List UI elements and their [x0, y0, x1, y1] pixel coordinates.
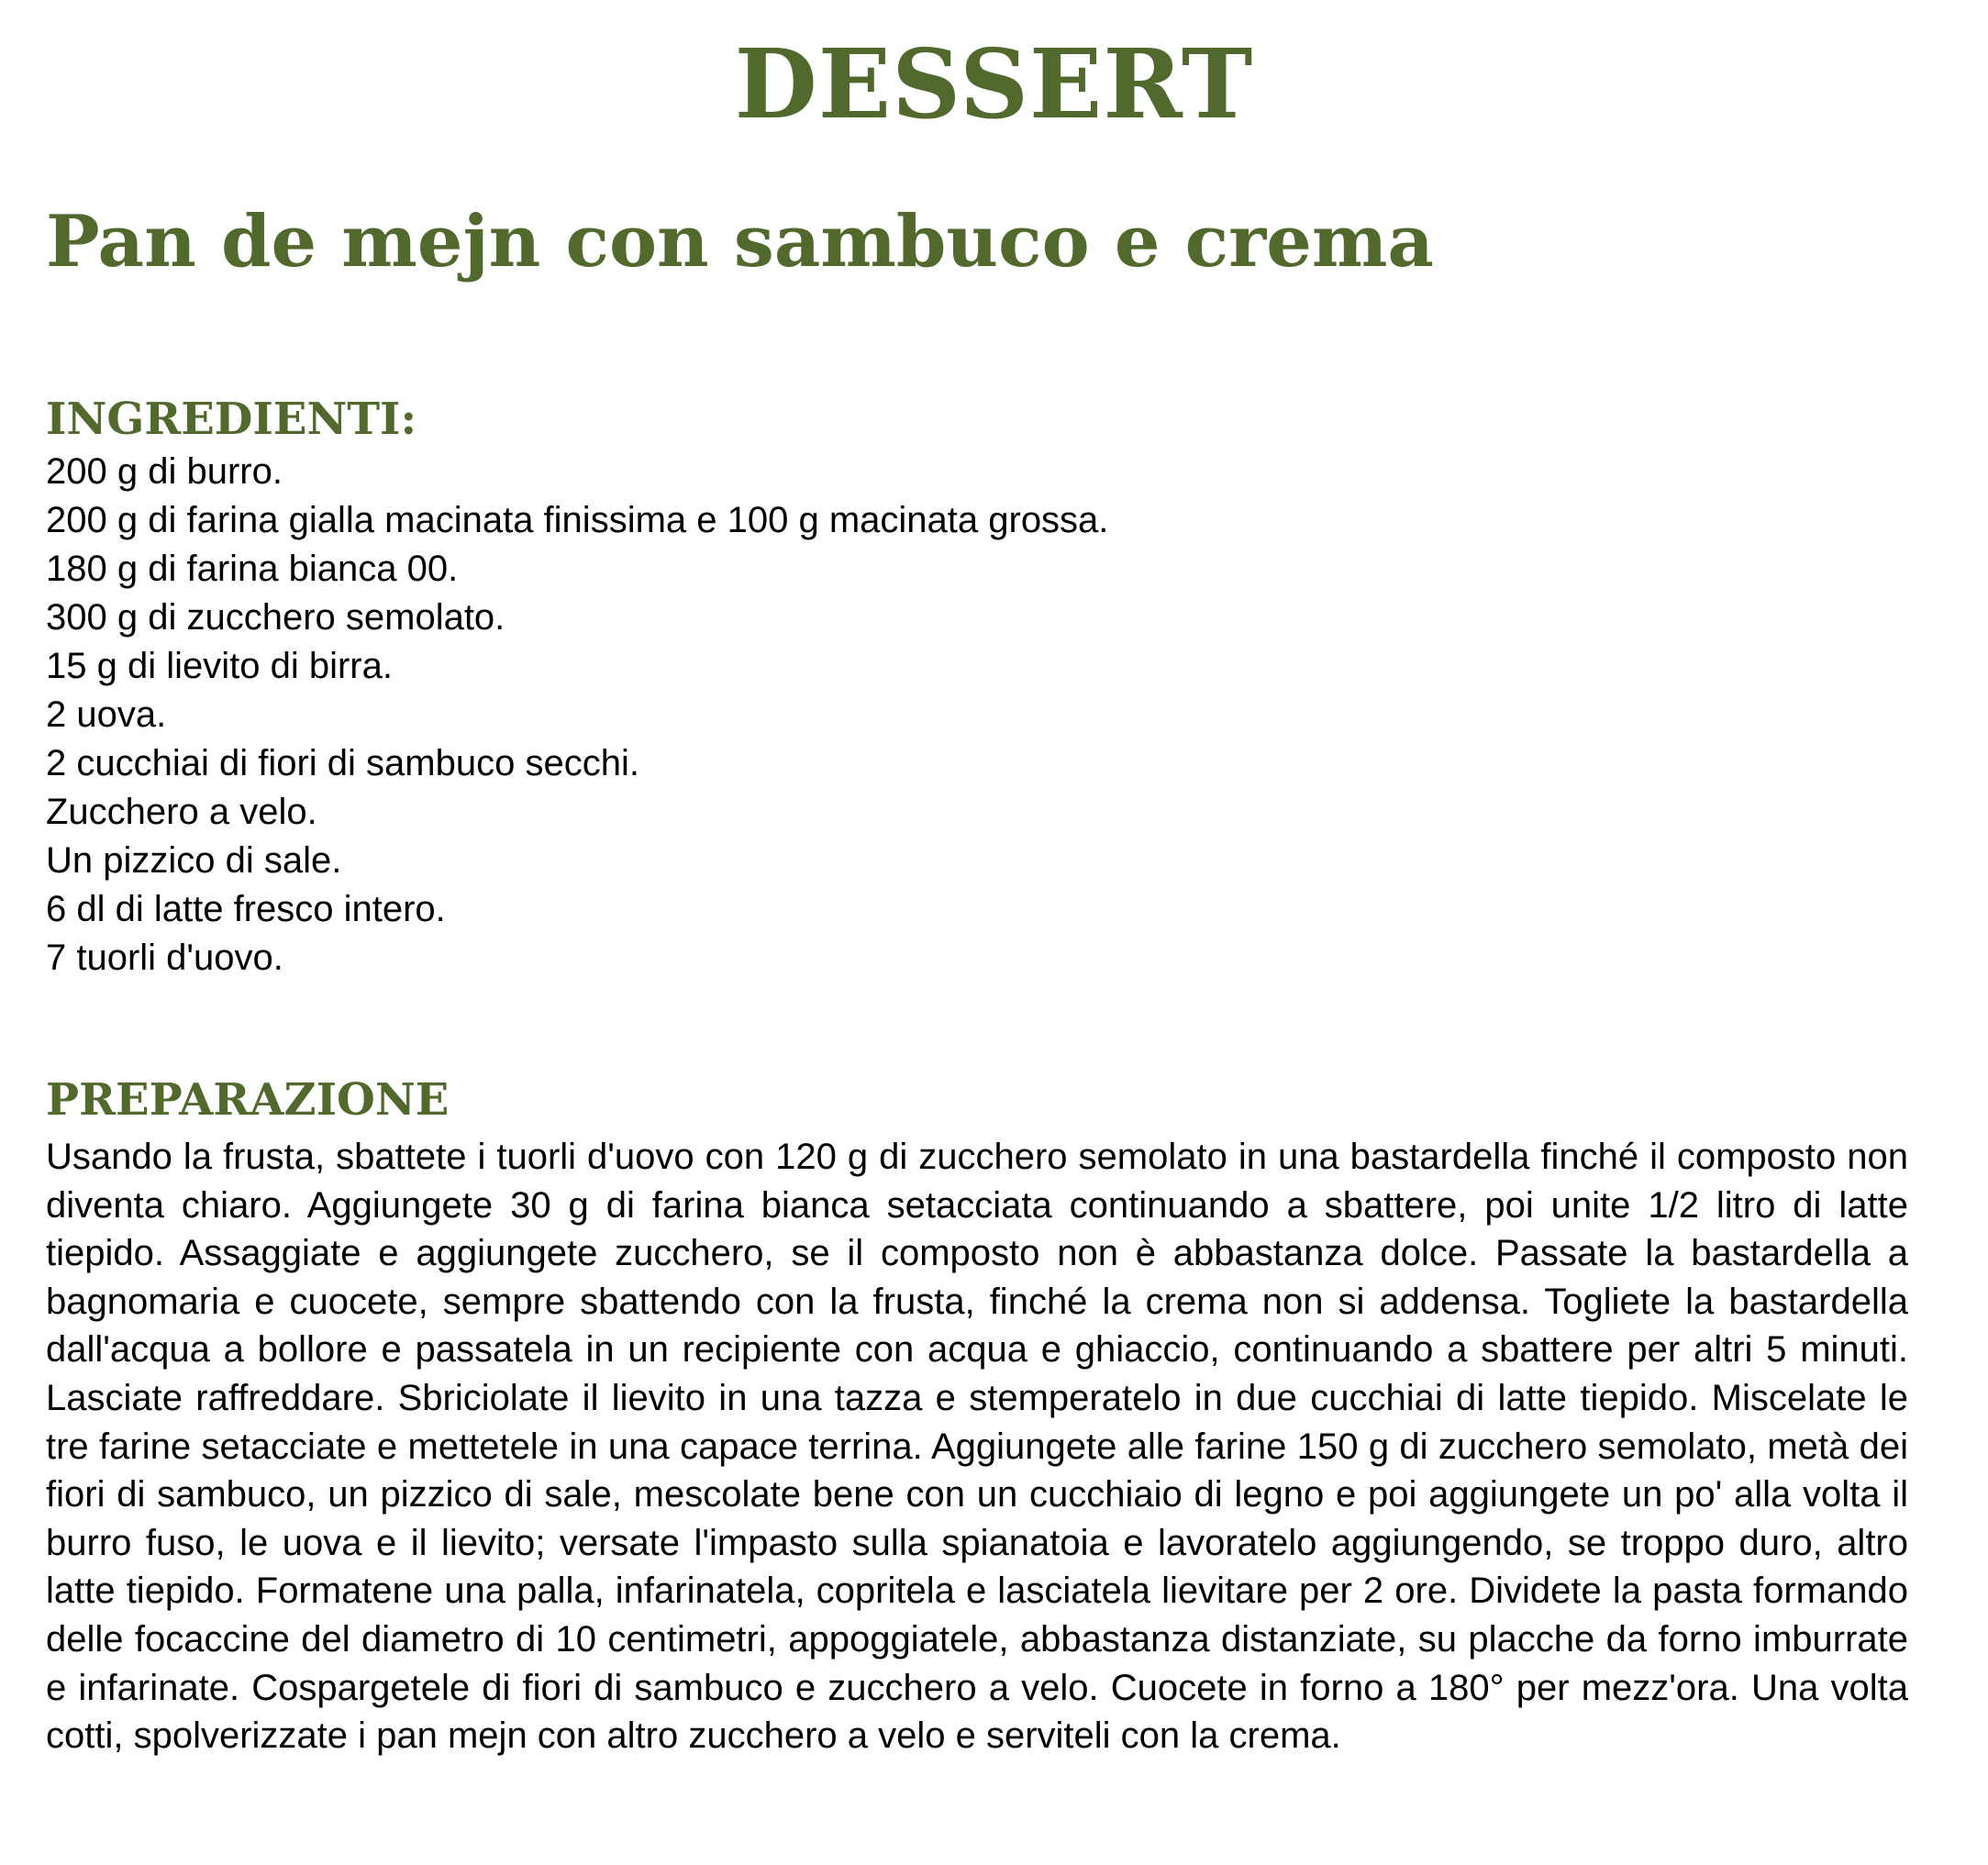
ingredient-item: 2 uova.	[46, 694, 167, 735]
ingredient-item: 6 dl di latte fresco intero.	[46, 889, 446, 929]
ingredient-item: 180 g di farina bianca 00.	[46, 549, 459, 589]
preparation-heading: PREPARAZIONE	[46, 1074, 450, 1126]
recipe-title: Pan de mejn con sambuco e crema	[46, 200, 1434, 283]
ingredient-item: 300 g di zucchero semolato.	[46, 597, 505, 638]
ingredient-item: Un pizzico di sale.	[46, 840, 342, 881]
ingredient-item: 15 g di lievito di birra.	[46, 646, 393, 686]
ingredient-item: Zucchero a velo.	[46, 792, 317, 832]
category-heading: DESSERT	[734, 28, 1254, 140]
preparation-text: Usando la frusta, sbattete i tuorli d'uovo con 120 g di zucchero semolato in una bastardella finché il composto non diventa chiaro. Aggiungete 30 g di farina bianca setacciata continuando a sbattere, poi unite 1/2 litro di latte tiepido. Assaggiate e aggiungete zucchero, se il composto non è abbastanza dolce. Passate la bastardella a bagnomaria e cuocete, sempre sbattendo con la frusta, finché la crema non si addensa. Togliete la bastardella dall'acqua a bollore e passatela in un recipiente con acqua e ghiaccio, continuando a sbattere per altri 5 minuti. Lasciate raffreddare. Sbriciolate il lievito in una tazza e stemperatelo in due cucchiai di latte tiepido. Miscelate le tre farine setacciate e mettetele in una capace terrina. Aggiungete alle farine 150 g di zucchero semolato, metà dei fiori di sambuco, un pizzico di sale, mescolate bene con un cucchiaio di legno e poi aggiungete un po' alla volta il burro fuso, le uova e il lievito; versate l'impasto sulla spianatoia e lavoratelo aggiungendo, se troppo duro, altro latte tiepido. Formatene una palla, infarinatela, copritela e lasciatela lievitare per 2 ore. Dividete la pasta formando delle focaccine del diametro di 10 centimetri, appoggiatele, abbastanza distanziate, su placche da forno imburrate e infarinate. Cospargetele di fiori di sambuco e zucchero a velo. Cuocete in forno a 180° per mezz'ora. Una volta cotti, spolverizzate i pan mejn con altro zucchero a velo e serviteli con la crema.	[46, 1137, 1908, 1757]
ingredient-item: 2 cucchiai di fiori di sambuco secchi.	[46, 743, 639, 783]
ingredients-list	[46, 448, 1108, 982]
ingredient-item: 7 tuorli d'uovo.	[46, 938, 283, 978]
ingredients-heading: INGREDIENTI:	[46, 394, 417, 445]
ingredient-item: 200 g di burro.	[46, 451, 283, 492]
ingredient-item: 200 g di farina gialla macinata finissima e 100 g macinata grossa.	[46, 500, 1109, 540]
